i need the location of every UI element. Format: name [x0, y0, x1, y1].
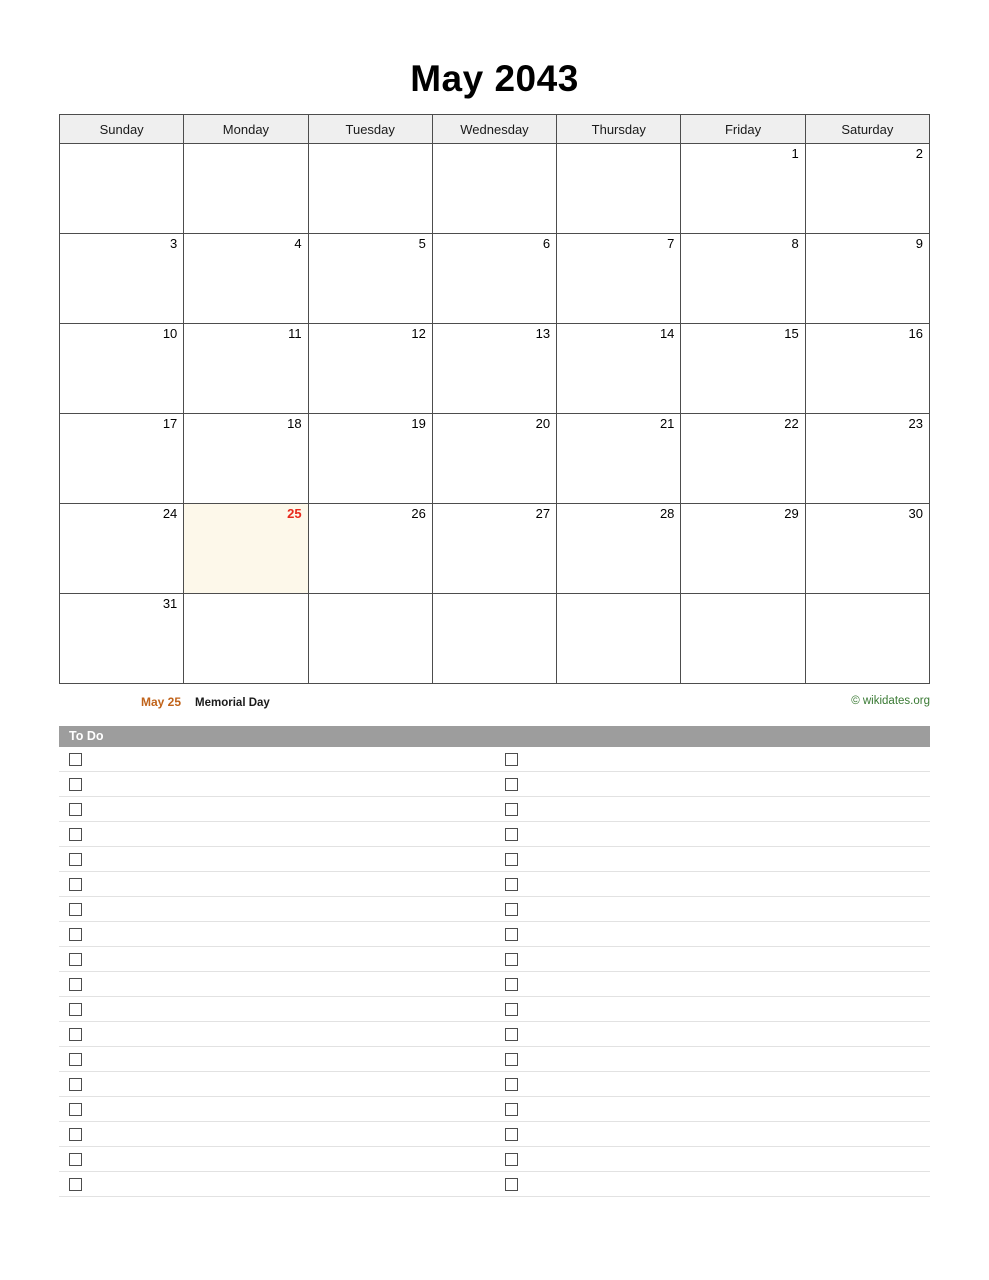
todo-row	[59, 1022, 930, 1047]
todo-item[interactable]	[495, 872, 931, 896]
calendar-footer	[59, 684, 930, 714]
todo-item[interactable]	[59, 922, 495, 946]
calendar-day-cell[interactable]	[805, 144, 929, 234]
weekday-header-friday: Friday	[681, 115, 805, 144]
calendar-day-number: 14	[659, 326, 675, 341]
todo-item[interactable]	[495, 997, 931, 1021]
todo-item[interactable]	[495, 1072, 931, 1096]
todo-item[interactable]	[495, 1172, 931, 1196]
todo-item[interactable]	[495, 1022, 931, 1046]
todo-checkbox[interactable]	[69, 878, 82, 891]
todo-item[interactable]	[59, 1097, 495, 1121]
todo-row	[59, 747, 930, 772]
holiday-legend	[141, 695, 270, 709]
weekday-header-thursday: Thursday	[557, 115, 681, 144]
calendar-day-number: 17	[162, 416, 178, 431]
todo-section	[59, 726, 930, 1197]
calendar-day-number: 7	[667, 236, 675, 251]
todo-checkbox[interactable]	[505, 828, 518, 841]
calendar-day-number: 30	[908, 506, 923, 521]
calendar-day-number: 5	[418, 236, 426, 251]
calendar-day-cell[interactable]	[60, 504, 184, 594]
todo-item[interactable]	[59, 747, 495, 771]
todo-checkbox[interactable]	[69, 853, 82, 866]
calendar-day-cell[interactable]	[60, 414, 184, 504]
todo-row	[59, 772, 930, 797]
todo-row	[59, 1172, 930, 1197]
todo-item[interactable]	[495, 1147, 931, 1171]
calendar-day-cell-empty	[557, 594, 681, 684]
todo-checkbox[interactable]	[69, 928, 82, 941]
todo-checkbox[interactable]	[69, 1053, 82, 1066]
todo-row	[59, 897, 930, 922]
todo-row	[59, 922, 930, 947]
todo-checkbox[interactable]	[69, 978, 82, 991]
todo-checkbox[interactable]	[69, 1128, 82, 1141]
calendar-day-number: 4	[294, 236, 302, 251]
todo-checkbox[interactable]	[505, 1178, 518, 1191]
todo-checkbox[interactable]	[69, 778, 82, 791]
calendar-day-cell-empty	[184, 144, 308, 234]
calendar-day-cell[interactable]	[681, 234, 805, 324]
holiday-legend-date: May 25	[141, 695, 182, 709]
todo-row	[59, 1047, 930, 1072]
calendar-day-number: 9	[915, 236, 923, 251]
calendar-day-number: 27	[535, 506, 551, 521]
site-credit[interactable]: © wikidates.org	[851, 695, 930, 707]
month-calendar-table	[59, 114, 930, 684]
todo-item[interactable]	[59, 1047, 495, 1071]
calendar-week-row	[60, 414, 930, 504]
weekday-header-saturday: Saturday	[805, 115, 929, 144]
calendar-day-cell[interactable]	[805, 324, 929, 414]
calendar-day-number: 24	[162, 506, 178, 521]
calendar-day-cell[interactable]	[557, 324, 681, 414]
todo-item[interactable]	[59, 972, 495, 996]
todo-row	[59, 972, 930, 997]
calendar-day-cell[interactable]	[184, 234, 308, 324]
todo-row	[59, 822, 930, 847]
calendar-week-row	[60, 504, 930, 594]
todo-checkbox[interactable]	[505, 803, 518, 816]
calendar-day-number: 1	[791, 146, 799, 161]
todo-checkbox[interactable]	[69, 1153, 82, 1166]
calendar-body	[60, 144, 930, 684]
calendar-day-cell[interactable]	[805, 234, 929, 324]
todo-checkbox[interactable]	[505, 1003, 518, 1016]
todo-item[interactable]	[495, 1097, 931, 1121]
todo-item[interactable]	[59, 997, 495, 1021]
calendar-day-cell-empty	[184, 594, 308, 684]
todo-item[interactable]	[495, 1122, 931, 1146]
todo-checkbox[interactable]	[69, 903, 82, 916]
todo-item[interactable]	[59, 947, 495, 971]
todo-item[interactable]	[495, 822, 931, 846]
calendar-day-cell[interactable]	[308, 324, 432, 414]
todo-checkbox[interactable]	[505, 778, 518, 791]
calendar-day-number: 3	[170, 236, 178, 251]
calendar-day-cell[interactable]	[557, 234, 681, 324]
calendar-container	[59, 114, 930, 684]
calendar-day-number: 29	[784, 506, 799, 521]
calendar-day-cell[interactable]	[432, 504, 556, 594]
todo-checkbox[interactable]	[69, 1003, 82, 1016]
calendar-day-cell[interactable]	[432, 324, 556, 414]
calendar-day-cell[interactable]	[805, 414, 929, 504]
weekday-header-monday: Monday	[184, 115, 308, 144]
weekday-header-tuesday: Tuesday	[308, 115, 432, 144]
calendar-day-cell[interactable]	[805, 504, 929, 594]
calendar-day-number: 10	[162, 326, 178, 341]
todo-row	[59, 1147, 930, 1172]
calendar-day-cell[interactable]	[681, 504, 805, 594]
todo-row	[59, 947, 930, 972]
calendar-day-number: 11	[288, 326, 302, 341]
todo-checkbox[interactable]	[69, 1178, 82, 1191]
calendar-day-number: 19	[411, 416, 426, 431]
todo-item[interactable]	[495, 922, 931, 946]
todo-row	[59, 872, 930, 897]
calendar-day-cell[interactable]	[557, 504, 681, 594]
calendar-day-number: 20	[535, 416, 551, 431]
todo-checkbox[interactable]	[69, 953, 82, 966]
page-title: May 2043	[410, 58, 579, 99]
calendar-day-cell[interactable]	[184, 414, 308, 504]
todo-row	[59, 1072, 930, 1097]
todo-item[interactable]	[59, 1172, 495, 1196]
todo-row	[59, 847, 930, 872]
calendar-day-cell-empty	[805, 594, 929, 684]
calendar-day-number: 12	[411, 326, 426, 341]
todo-checkbox[interactable]	[69, 753, 82, 766]
calendar-day-cell[interactable]	[60, 234, 184, 324]
todo-checkbox[interactable]	[69, 803, 82, 816]
todo-checkbox[interactable]	[505, 1053, 518, 1066]
calendar-day-cell-empty	[308, 594, 432, 684]
todo-item[interactable]	[495, 847, 931, 871]
calendar-day-cell[interactable]	[308, 234, 432, 324]
calendar-day-cell[interactable]	[308, 414, 432, 504]
todo-item[interactable]	[59, 1122, 495, 1146]
todo-item[interactable]	[59, 847, 495, 871]
weekday-header-wednesday: Wednesday	[432, 115, 556, 144]
todo-checkbox[interactable]	[505, 928, 518, 941]
calendar-day-cell[interactable]	[60, 324, 184, 414]
calendar-day-cell[interactable]	[432, 414, 556, 504]
holiday-legend-name: Memorial Day	[195, 697, 270, 709]
todo-item[interactable]	[59, 772, 495, 796]
todo-item[interactable]	[495, 797, 931, 821]
calendar-day-number: 21	[659, 416, 675, 431]
calendar-day-cell[interactable]	[681, 144, 805, 234]
weekday-header-sunday: Sunday	[60, 115, 184, 144]
calendar-day-number: 13	[535, 326, 551, 341]
todo-checkbox[interactable]	[505, 853, 518, 866]
todo-item[interactable]	[59, 1147, 495, 1171]
calendar-week-row	[60, 234, 930, 324]
calendar-day-cell[interactable]	[308, 504, 432, 594]
todo-row	[59, 997, 930, 1022]
todo-item[interactable]	[495, 747, 931, 771]
todo-checkbox[interactable]	[69, 1078, 82, 1091]
calendar-day-number: 25	[287, 506, 302, 521]
calendar-day-cell-empty	[60, 144, 184, 234]
todo-list	[59, 747, 930, 1197]
calendar-day-number: 8	[791, 236, 799, 251]
calendar-week-row	[60, 144, 930, 234]
calendar-day-cell[interactable]	[60, 594, 184, 684]
calendar-day-number: 15	[784, 326, 799, 341]
calendar-day-cell-holiday[interactable]	[184, 504, 308, 594]
calendar-day-number: 31	[162, 596, 178, 611]
todo-checkbox[interactable]	[505, 1153, 518, 1166]
todo-checkbox[interactable]	[505, 1028, 518, 1041]
todo-header-label: To Do	[59, 726, 930, 747]
todo-item[interactable]	[59, 1072, 495, 1096]
todo-checkbox[interactable]	[505, 1078, 518, 1091]
todo-checkbox[interactable]	[505, 903, 518, 916]
calendar-day-number: 28	[659, 506, 675, 521]
todo-item[interactable]	[59, 822, 495, 846]
calendar-day-number: 6	[542, 236, 551, 251]
calendar-week-row	[60, 324, 930, 414]
todo-checkbox[interactable]	[69, 1028, 82, 1041]
calendar-day-cell[interactable]	[557, 414, 681, 504]
todo-item[interactable]	[59, 1022, 495, 1046]
todo-item[interactable]	[495, 947, 931, 971]
calendar-day-number: 23	[908, 416, 923, 431]
todo-item[interactable]	[495, 972, 931, 996]
calendar-day-cell[interactable]	[184, 324, 308, 414]
todo-checkbox[interactable]	[505, 1128, 518, 1141]
calendar-day-number: 26	[411, 506, 426, 521]
todo-checkbox[interactable]	[69, 828, 82, 841]
calendar-day-cell-empty	[432, 144, 556, 234]
calendar-day-number: 16	[908, 326, 923, 341]
calendar-day-cell-empty	[681, 594, 805, 684]
todo-item[interactable]	[59, 897, 495, 921]
todo-checkbox[interactable]	[69, 1103, 82, 1116]
calendar-day-cell[interactable]	[432, 234, 556, 324]
calendar-header-row	[60, 115, 930, 144]
todo-checkbox[interactable]	[505, 953, 518, 966]
calendar-day-cell-empty	[432, 594, 556, 684]
todo-row	[59, 797, 930, 822]
calendar-day-cell[interactable]	[681, 414, 805, 504]
todo-item[interactable]	[59, 797, 495, 821]
todo-item[interactable]	[495, 772, 931, 796]
calendar-day-cell-empty	[308, 144, 432, 234]
calendar-day-number: 18	[287, 416, 302, 431]
todo-row	[59, 1097, 930, 1122]
todo-item[interactable]	[59, 872, 495, 896]
calendar-day-number: 2	[915, 146, 923, 161]
calendar-week-row	[60, 594, 930, 684]
todo-checkbox[interactable]	[505, 878, 518, 891]
calendar-day-number: 22	[784, 416, 799, 431]
todo-checkbox[interactable]	[505, 1103, 518, 1116]
calendar-day-cell[interactable]	[681, 324, 805, 414]
calendar-day-cell-empty	[557, 144, 681, 234]
todo-checkbox[interactable]	[505, 753, 518, 766]
todo-item[interactable]	[495, 1047, 931, 1071]
todo-item[interactable]	[495, 897, 931, 921]
todo-checkbox[interactable]	[505, 978, 518, 991]
todo-row	[59, 1122, 930, 1147]
